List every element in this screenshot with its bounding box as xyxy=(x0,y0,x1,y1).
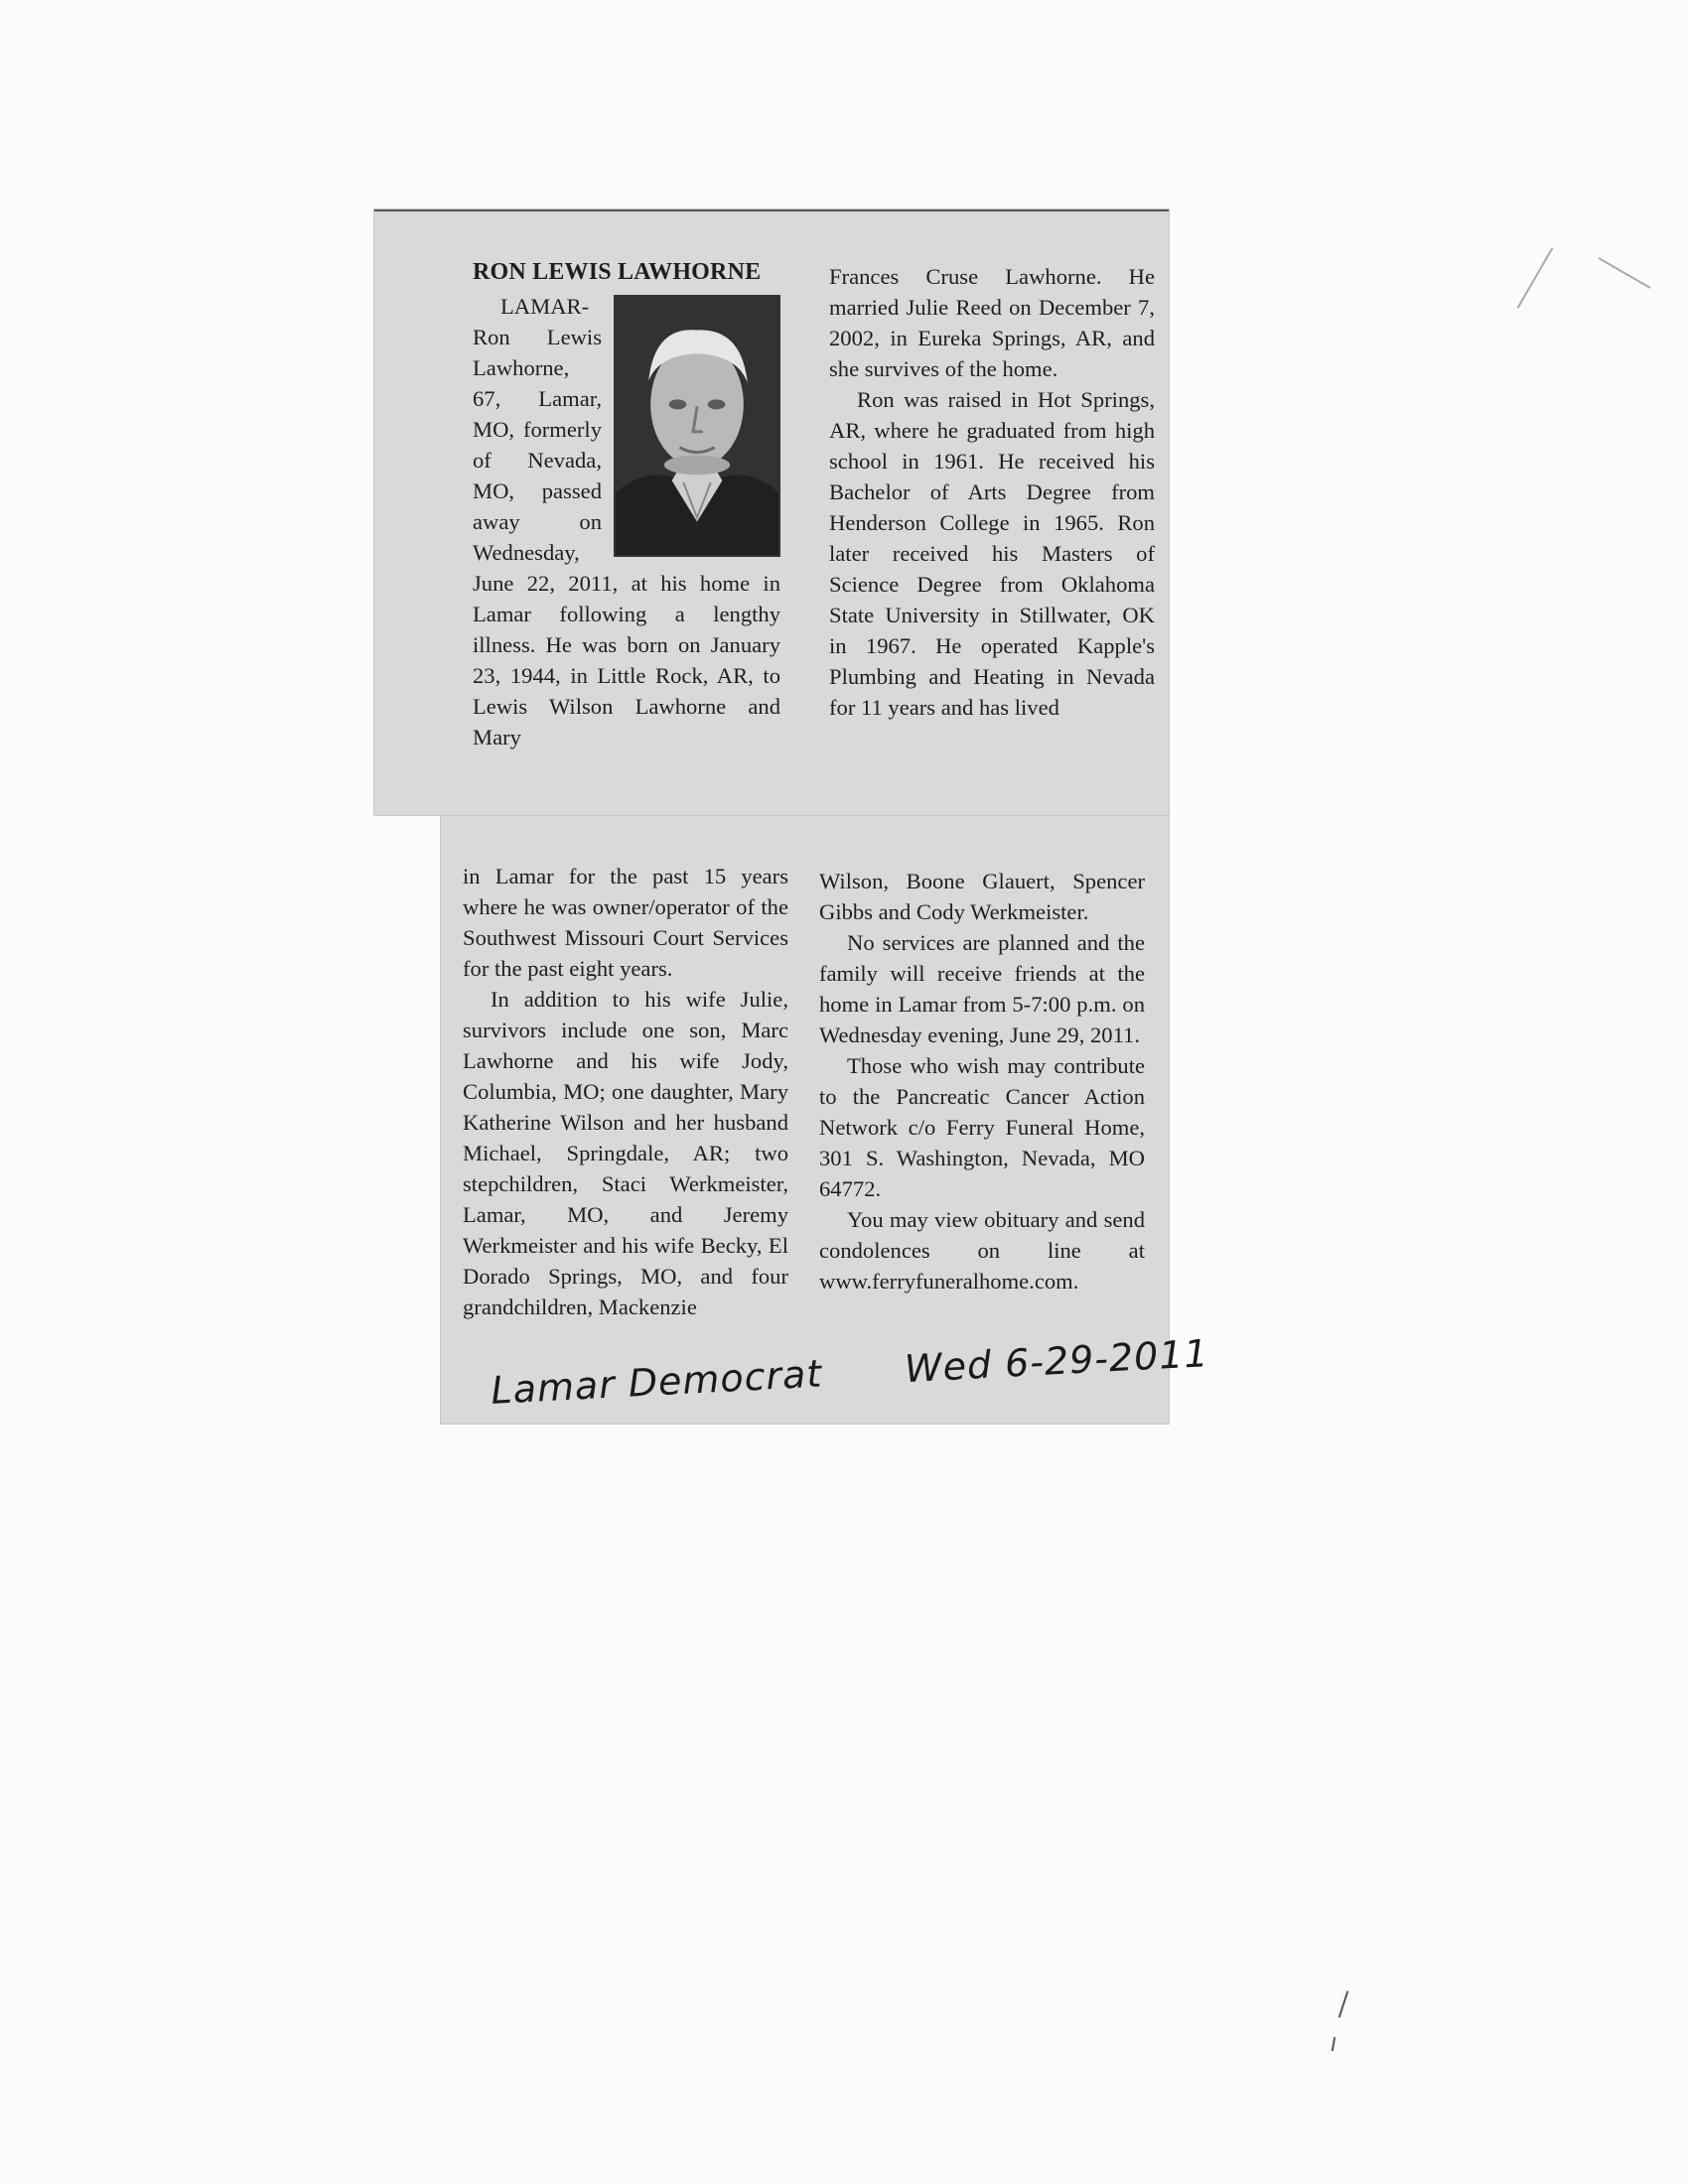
paragraph: No services are planned and the family will receive friends at the home in Lamar from 5-7:00 p.m. on Wednesday evening, June 29, 2011. xyxy=(819,930,1145,1047)
paragraph: Wilson, Boone Glauert, Spencer Gibbs and Cody Werkmeister. xyxy=(819,869,1145,924)
obituary-column-3 xyxy=(463,861,788,1322)
paragraph: In addition to his wife Julie, survivors include one son, Marc Lawhorne and his wife Jody, Columbia, MO; one daughter, Mary Katherine Wilson and her husband Michael, Springdale, AR; two stepchildren, Staci Werkmeister, Lamar, MO, and Jeremy Werkmeister and his wife Becky, El Dorado Springs, MO, and four grandchildren, Mackenzie xyxy=(463,987,788,1319)
scan-mark xyxy=(1599,257,1651,289)
paragraph: LAMAR-Ron Lewis Lawhorne, 67, Lamar, MO, formerly of Nevada, MO, passed away on Wednesday, June 22, 2011, at his home in Lamar following a lengthy illness. He was born on January 23, 1944, in Little Rock, AR, to Lewis Wilson Lawhorne and Mary xyxy=(473,294,780,750)
portrait-image xyxy=(616,297,778,555)
paragraph: in Lamar for the past 15 years where he was owner/operator of the Southwest Missouri Court Services for the past eight years. xyxy=(463,864,788,981)
obituary-column-1 xyxy=(473,291,780,752)
portrait-photo xyxy=(614,295,780,557)
scan-mark xyxy=(1338,1990,1349,2017)
obituary-column-4 xyxy=(819,866,1145,1297)
scan-mark xyxy=(1517,247,1554,309)
handwritten-date: Wed 6-29-2011 xyxy=(903,1331,1210,1392)
scan-mark xyxy=(1332,2037,1336,2051)
obituary-column-2 xyxy=(829,261,1155,723)
paragraph: You may view obituary and send condolences on line at www.ferryfuneralhome.com. xyxy=(819,1207,1145,1294)
newspaper-clipping-bottom xyxy=(441,816,1169,1424)
newspaper-clipping-top xyxy=(374,209,1169,815)
paragraph: Ron was raised in Hot Springs, AR, where he graduated from high school in 1961. He received his Bachelor of Arts Degree from Henderson College in 1965. Ron later received his Masters of Science Degree from Oklahoma State University in Stillwater, OK in 1967. He operated Kapple's Plumbing and Heating in Nevada for 11 years and has lived xyxy=(829,387,1155,720)
obituary-heading: RON LEWIS LAWHORNE xyxy=(473,259,762,285)
paragraph: Those who wish may contribute to the Pancreatic Cancer Action Network c/o Ferry Funeral Home, 301 S. Washington, Nevada, MO 64772. xyxy=(819,1053,1145,1201)
paragraph: Frances Cruse Lawhorne. He married Julie Reed on December 7, 2002, in Eureka Springs, AR, and she survives of the home. xyxy=(829,264,1155,381)
handwritten-source: Lamar Democrat xyxy=(490,1351,824,1413)
